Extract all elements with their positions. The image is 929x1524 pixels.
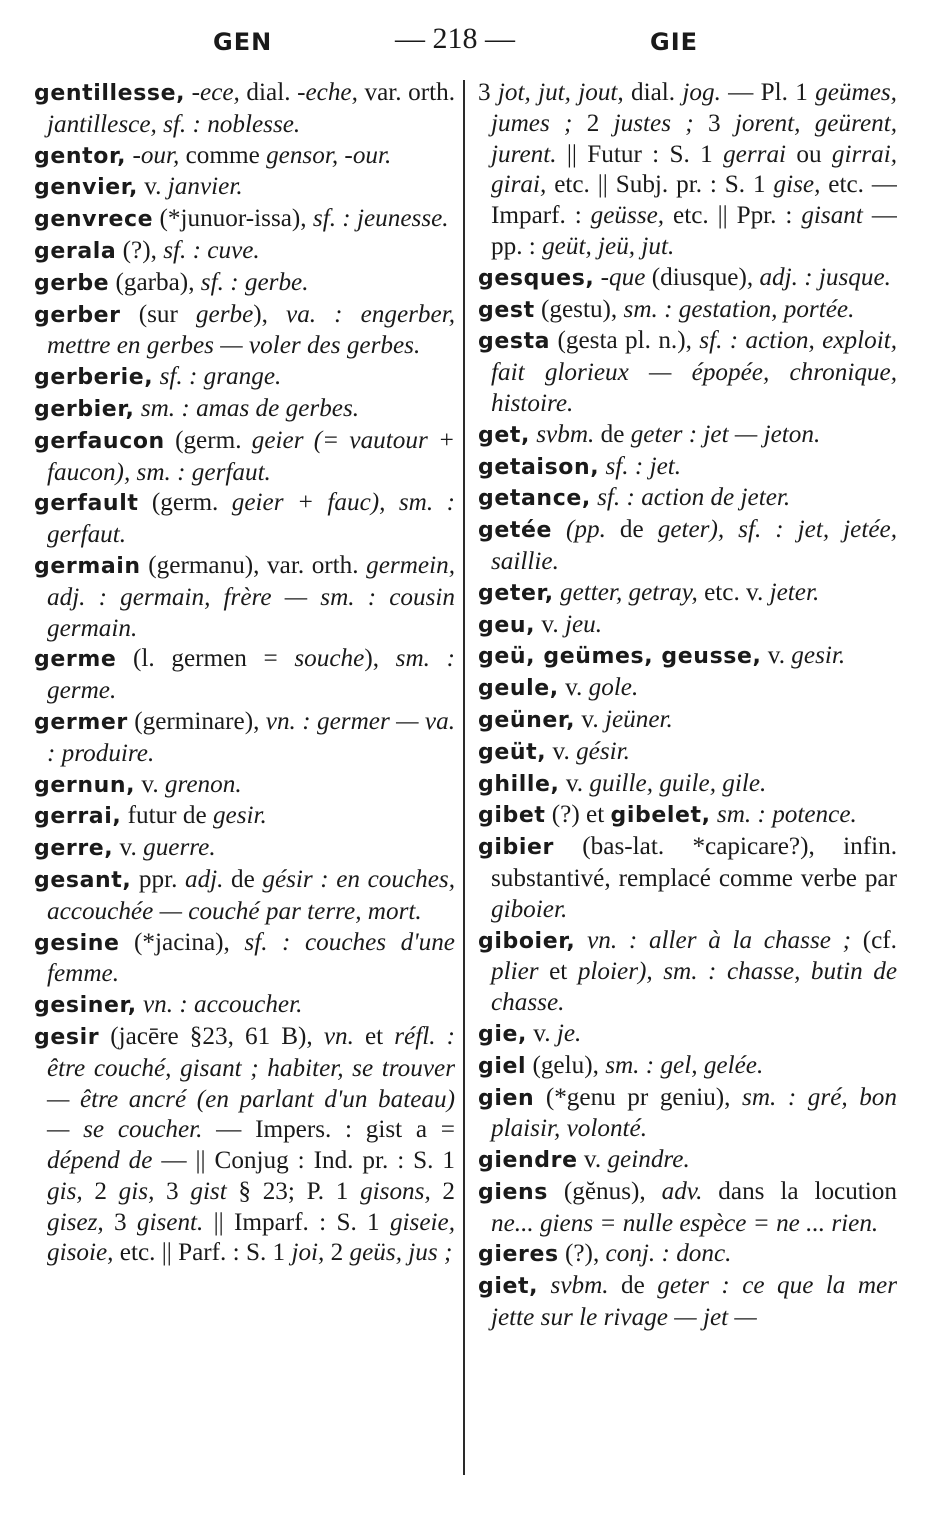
- italic-text: -our,: [126, 141, 180, 169]
- roman-text: etc. v.: [697, 578, 770, 606]
- roman-text: — pp. :: [491, 202, 897, 260]
- dictionary-entry: [34, 1022, 455, 1269]
- italic-text: gist: [190, 1177, 227, 1205]
- italic-text: jog.: [682, 79, 721, 106]
- roman-text: — Pl. 1: [720, 79, 816, 106]
- italic-text: sf. : cuve.: [163, 236, 260, 264]
- dictionary-entry: [478, 420, 897, 452]
- italic-text: gensor, -our.: [266, 141, 392, 169]
- headword: gesiner,: [34, 993, 137, 1019]
- headword: gerber: [34, 302, 121, 328]
- dictionary-entry: [478, 295, 897, 327]
- dictionary-entry: [478, 483, 897, 515]
- italic-text: gisant: [801, 202, 863, 230]
- roman-text: (jacēre §23, 61 B),: [99, 1022, 324, 1050]
- headword: gieres: [478, 1242, 559, 1268]
- dictionary-entry: [478, 1051, 897, 1083]
- headword: giet,: [478, 1274, 539, 1300]
- italic-text: gisent.: [136, 1208, 204, 1236]
- italic-text: svbm.: [538, 1272, 609, 1300]
- roman-text: — || Conjug : Ind. pr. : S. 1: [152, 1147, 455, 1175]
- dictionary-entry: [478, 926, 897, 1019]
- headword: giens: [478, 1179, 548, 1205]
- headword: gerrai,: [34, 804, 122, 830]
- roman-text: (germanu), var. orth.: [140, 551, 367, 579]
- headword: giboier,: [478, 928, 576, 954]
- italic-text: jantillesce, sf. : noblesse.: [47, 110, 301, 138]
- dictionary-entry: [34, 78, 455, 141]
- italic-text: gisons,: [360, 1177, 431, 1205]
- roman-text: v.: [113, 834, 144, 862]
- headword: ghille,: [478, 771, 560, 797]
- headword: gerfaucon: [34, 428, 165, 454]
- roman-text: (diusque),: [645, 263, 760, 291]
- headword: gie,: [478, 1021, 527, 1047]
- roman-text: (?) et: [545, 801, 611, 829]
- roman-text: v.: [577, 1146, 608, 1174]
- roman-text: (germinare),: [127, 707, 266, 735]
- italic-text: getter, getray,: [553, 578, 698, 606]
- italic-text: réfl. : être couché, gisant ; habiter, se trouver — être ancré (en parlant d'un bateau) — se coucher.: [47, 1022, 455, 1144]
- headword: germain: [34, 553, 141, 579]
- dictionary-entry: [478, 705, 897, 737]
- dictionary-entry: [478, 1177, 897, 1240]
- italic-text: gise,: [773, 171, 821, 199]
- roman-text: || Futur : S. 1: [556, 140, 724, 168]
- dictionary-entry: [34, 707, 455, 770]
- headword: gerbier,: [34, 396, 135, 422]
- italic-text: adj.: [184, 865, 224, 893]
- italic-text: plier: [491, 958, 539, 986]
- italic-text: adj. : jusque.: [759, 263, 891, 291]
- italic-text: (pp.: [552, 516, 606, 544]
- dictionary-entry: [34, 833, 455, 865]
- dictionary-entry: [34, 394, 455, 426]
- dictionary-entry: [478, 78, 897, 263]
- italic-text: ne... giens = nulle espèce = ne ... rien.: [491, 1209, 879, 1237]
- dictionary-entry: [478, 578, 897, 610]
- italic-text: gésir : en couches, accouchée — couché par terre, mort.: [47, 865, 455, 925]
- roman-text: 3: [103, 1208, 137, 1236]
- italic-text: gésir.: [576, 737, 630, 765]
- italic-text: geier + fauc), sm. : gerfaut.: [47, 489, 455, 549]
- roman-text: etc. || Ppr. :: [664, 202, 802, 230]
- roman-text: de: [594, 420, 631, 448]
- italic-text: jeter.: [769, 578, 820, 606]
- roman-text: etc. — Imparf. :: [491, 171, 897, 230]
- italic-text: guerre.: [143, 834, 216, 862]
- headword: gesta: [478, 329, 551, 355]
- italic-text: vn.: [323, 1022, 354, 1050]
- roman-text: (gĕnus),: [547, 1177, 662, 1205]
- roman-text: ou: [786, 140, 832, 168]
- italic-text: gisez,: [47, 1208, 104, 1236]
- italic-text: jeu.: [564, 610, 603, 638]
- dictionary-entry: [34, 172, 455, 204]
- dictionary-entry: [478, 1083, 897, 1146]
- italic-text: souche: [294, 645, 365, 673]
- headword: gien: [478, 1085, 535, 1111]
- roman-text: dial.: [623, 79, 683, 106]
- dictionary-entry: [478, 737, 897, 769]
- dictionary-entry: [34, 990, 455, 1022]
- headword: gesine: [34, 930, 120, 956]
- dictionary-entry: [34, 426, 455, 489]
- italic-text: geüs, jus ;: [349, 1239, 453, 1267]
- italic-text: je.: [556, 1019, 582, 1047]
- headword: gerbe: [34, 270, 110, 296]
- roman-text: dial.: [239, 79, 298, 106]
- roman-text: 2: [324, 1239, 350, 1267]
- italic-text: sf. : grange.: [153, 363, 282, 391]
- italic-text: gesir.: [791, 642, 846, 670]
- headword: germe: [34, 647, 117, 673]
- italic-text: vn. : accoucher.: [136, 991, 303, 1019]
- italic-text: grenon.: [164, 770, 242, 798]
- headword: geu,: [478, 612, 536, 638]
- roman-text: || Imparf. : S. 1: [203, 1208, 390, 1236]
- headword: genvier,: [34, 175, 138, 201]
- header-guide-word-left: GEN: [213, 28, 273, 56]
- dictionary-entry: [34, 236, 455, 268]
- roman-text: v.: [558, 674, 589, 702]
- italic-text: va. : engerber, mettre en gerbes — voler des gerbes.: [47, 300, 455, 360]
- headword: genvrece: [34, 207, 154, 233]
- headword: gibelet,: [610, 803, 711, 829]
- headword: gernun,: [34, 772, 136, 798]
- dictionary-entry: [478, 800, 897, 832]
- headword: geüt,: [478, 739, 547, 765]
- italic-text: jorent, geürent, jurent.: [491, 109, 897, 168]
- headword: gesir: [34, 1024, 100, 1050]
- dictionary-entry: [34, 141, 455, 173]
- italic-text: sm. : gel, gelée.: [605, 1051, 764, 1079]
- roman-text: (?),: [558, 1240, 606, 1268]
- dictionary-entry: [478, 326, 897, 419]
- roman-text: etc. || Parf. : S. 1: [113, 1239, 292, 1267]
- roman-text: v.: [559, 769, 590, 797]
- roman-text: futur de: [121, 802, 213, 830]
- dictionary-entry: [34, 551, 455, 644]
- headword: geü, geümes, geusse,: [478, 644, 762, 670]
- headword: getée: [478, 518, 553, 544]
- roman-text: 3: [693, 109, 735, 137]
- headword: gentor,: [34, 143, 127, 169]
- roman-text: v.: [526, 1019, 557, 1047]
- italic-text: ploier), sm. : chasse, butin de chasse.: [491, 958, 897, 1017]
- italic-text: sf. : gerbe.: [200, 268, 309, 296]
- roman-text: 2: [430, 1177, 455, 1205]
- dictionary-entry: [34, 644, 455, 707]
- roman-text: (*genu pr geniu),: [534, 1083, 743, 1111]
- roman-text: de: [223, 865, 263, 893]
- roman-text: — Impers. : gist a =: [202, 1116, 455, 1144]
- italic-text: sf. : jeunesse.: [312, 205, 449, 233]
- headword: giel: [478, 1053, 527, 1079]
- dictionary-entry: [34, 928, 455, 991]
- italic-text: vn. : germer — va. : produire.: [47, 707, 455, 767]
- roman-text: (gestu),: [534, 295, 624, 323]
- headword: geule,: [478, 676, 559, 702]
- italic-text: geümes, jumes ;: [491, 79, 897, 137]
- column-divider: [463, 80, 465, 1475]
- italic-text: germein, adj. : germain, frère — sm. : cousin germain.: [47, 551, 455, 642]
- roman-text: var. orth.: [357, 79, 455, 106]
- italic-text: conj. : donc.: [605, 1240, 732, 1268]
- roman-text: 2: [82, 1177, 119, 1205]
- roman-text: (?),: [116, 236, 164, 264]
- italic-text: gis,: [47, 1177, 83, 1205]
- roman-text: v.: [535, 610, 565, 638]
- italic-text: gesir.: [212, 802, 267, 830]
- italic-text: joi,: [291, 1239, 325, 1267]
- italic-text: giseie, gisoie,: [47, 1208, 455, 1267]
- italic-text: -eche,: [297, 79, 358, 106]
- dictionary-entry: [34, 204, 455, 236]
- italic-text: geter), sf. : jet, jetée, saillie.: [491, 516, 897, 575]
- italic-text: geüsse,: [590, 202, 665, 230]
- roman-text: dans la locution: [702, 1177, 897, 1205]
- italic-text: janvier.: [167, 173, 243, 201]
- headword: gesques,: [478, 265, 595, 291]
- roman-text: 3: [154, 1177, 191, 1205]
- italic-text: sm. : germe.: [47, 645, 455, 705]
- roman-text: v.: [761, 642, 792, 670]
- headword: gerfault: [34, 491, 139, 517]
- dictionary-entry: [478, 1239, 897, 1271]
- italic-text: -que: [594, 263, 646, 291]
- dictionary-entry: [34, 300, 455, 363]
- headword: germer: [34, 709, 128, 735]
- dictionary-entry: [478, 641, 897, 673]
- roman-text: v.: [575, 705, 605, 733]
- dictionary-entry: [478, 1145, 897, 1177]
- roman-text: (bas-lat. *capicare?), infin. substantivé, remplacé comme verbe par: [491, 833, 897, 892]
- italic-text: guille, guile, gile.: [589, 769, 767, 797]
- roman-text: v.: [546, 737, 577, 765]
- italic-text: girrai, girai,: [491, 140, 897, 199]
- roman-text: (germ.: [164, 426, 252, 454]
- dictionary-entry: [478, 1271, 897, 1334]
- italic-text: sm. : potence.: [710, 801, 857, 829]
- italic-text: geier (= vautour + faucon), sm. : gerfaut.: [47, 426, 455, 486]
- roman-text: 3: [478, 79, 498, 106]
- roman-text: etc. || Subj. pr. : S. 1: [546, 171, 774, 199]
- italic-text: giboier.: [491, 895, 568, 923]
- italic-text: sm. : amas de gerbes.: [134, 394, 360, 422]
- headword: gerre,: [34, 836, 114, 862]
- dictionary-entry: [34, 801, 455, 833]
- italic-text: sf. : action, exploit, fait glorieux — épopée, chronique, histoire.: [491, 327, 897, 417]
- header-guide-word-right: GIE: [650, 28, 699, 56]
- roman-text: (*jacina),: [119, 928, 245, 956]
- headword: geüner,: [478, 707, 576, 733]
- italic-text: justes ;: [613, 109, 694, 137]
- headword: gibet: [478, 803, 546, 829]
- headword: gerala: [34, 238, 117, 264]
- running-header: [0, 22, 929, 62]
- headword: giendre: [478, 1148, 578, 1174]
- italic-text: svbm.: [529, 420, 595, 448]
- italic-text: gole.: [588, 674, 639, 702]
- headword: geter,: [478, 580, 554, 606]
- dictionary-entry: [478, 1019, 897, 1051]
- roman-text: et: [353, 1022, 395, 1050]
- italic-text: gerbe: [195, 300, 254, 328]
- roman-text: et: [538, 958, 578, 986]
- roman-text: (cf.: [851, 926, 897, 954]
- dictionary-entry: [34, 488, 455, 551]
- headword: gest: [478, 297, 535, 323]
- dictionary-entry: [34, 362, 455, 394]
- roman-text: (germ.: [138, 489, 232, 517]
- right-column: [478, 78, 897, 1498]
- italic-text: jeüner.: [604, 705, 673, 733]
- dictionary-entry: [478, 263, 897, 295]
- italic-text: geüt, jeü, jut.: [542, 232, 675, 260]
- italic-text: sf. : couches d'une femme.: [47, 928, 455, 988]
- roman-text: (sur: [120, 300, 196, 328]
- italic-text: sm. : gré, bon plaisir, volonté.: [491, 1083, 897, 1143]
- headword: get,: [478, 422, 530, 448]
- roman-text: v.: [137, 173, 168, 201]
- roman-text: ppr.: [131, 865, 185, 893]
- italic-text: sf. : jet.: [599, 452, 682, 480]
- roman-text: § 23; P. 1: [226, 1177, 361, 1205]
- italic-text: sm. : gestation, portée.: [623, 295, 855, 323]
- italic-text: dépend de: [47, 1147, 153, 1175]
- roman-text: de: [608, 1272, 658, 1300]
- dictionary-entry: [34, 770, 455, 802]
- dictionary-entry: [478, 610, 897, 642]
- roman-text: comme: [179, 141, 267, 169]
- dictionary-entry: [478, 452, 897, 484]
- roman-text: ),: [364, 645, 396, 673]
- dictionary-entry: [478, 515, 897, 578]
- italic-text: gerrai: [723, 140, 787, 168]
- dictionary-entry: [34, 865, 455, 928]
- roman-text: (garba),: [109, 268, 201, 296]
- dictionary-entry: [478, 673, 897, 705]
- roman-text: (*junuor-issa),: [153, 205, 313, 233]
- roman-text: (gesta pl. n.),: [550, 327, 700, 355]
- roman-text: 2: [572, 109, 614, 137]
- page-number: — 218 —: [395, 22, 515, 55]
- italic-text: geter : jet — jeton.: [630, 420, 821, 448]
- roman-text: (gelu),: [526, 1051, 606, 1079]
- italic-text: adv.: [661, 1177, 703, 1205]
- headword: gesant,: [34, 867, 132, 893]
- left-column: [34, 78, 455, 1498]
- italic-text: sf. : action de jeter.: [590, 484, 791, 512]
- headword: getance,: [478, 486, 591, 512]
- roman-text: v.: [135, 770, 165, 798]
- italic-text: geindre.: [607, 1146, 690, 1174]
- roman-text: ),: [253, 300, 287, 328]
- dictionary-entry: [478, 769, 897, 801]
- headword: getaison,: [478, 454, 600, 480]
- dictionary-entry: [34, 268, 455, 300]
- headword: gentillesse,: [34, 81, 186, 106]
- italic-text: gis,: [118, 1177, 155, 1205]
- italic-text: vn. : aller à la chasse ;: [575, 926, 852, 954]
- headword: gibier: [478, 835, 554, 861]
- italic-text: -ece,: [185, 79, 240, 106]
- headword: gerberie,: [34, 365, 154, 391]
- roman-text: (l. germen =: [116, 645, 295, 673]
- italic-text: jot, jut, jout,: [497, 79, 624, 106]
- dictionary-entry: [478, 832, 897, 925]
- italic-text: geter : ce que la mer jette sur le rivage — jet —: [491, 1272, 897, 1332]
- roman-text: de: [605, 516, 658, 544]
